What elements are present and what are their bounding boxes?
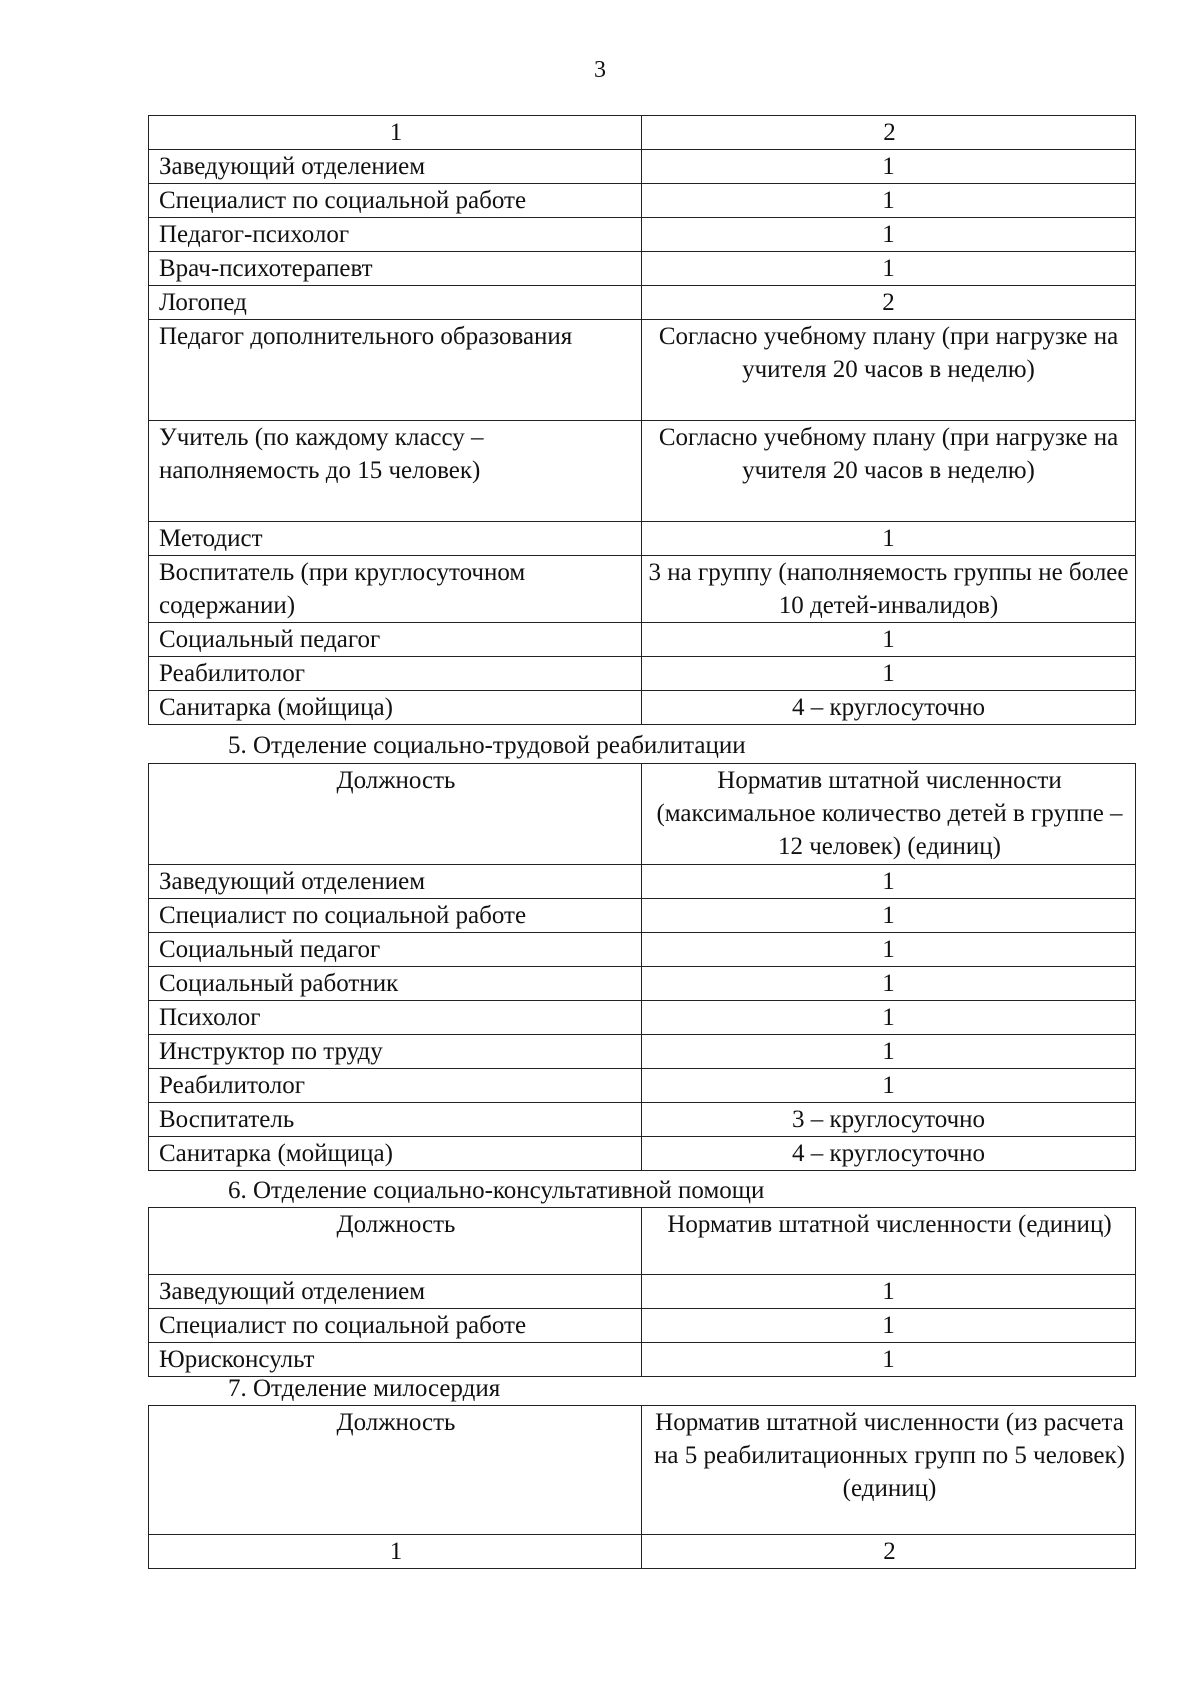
- position-cell: Юрисконсульт: [149, 1343, 642, 1377]
- position-cell: Заведующий отделением: [149, 1275, 642, 1309]
- header-norm: Норматив штатной численности (из расчета на 5 реабилитационных групп по 5 человек) (единиц): [642, 1406, 1136, 1535]
- page-number: 3: [594, 57, 606, 83]
- norm-cell: 2: [642, 286, 1136, 320]
- table-row: [149, 1035, 1136, 1069]
- position-cell: Инструктор по труду: [149, 1035, 642, 1069]
- table-row: [149, 967, 1136, 1001]
- table-row: [149, 623, 1136, 657]
- position-cell: Заведующий отделением: [149, 865, 642, 899]
- table-row: [149, 691, 1136, 725]
- position-cell: Воспитатель: [149, 1103, 642, 1137]
- position-cell: Социальный работник: [149, 967, 642, 1001]
- table-row: [149, 1103, 1136, 1137]
- column-numbering-row: [149, 1535, 1136, 1569]
- section-title-5: 5. Отделение социально-трудовой реабилитации: [228, 732, 746, 759]
- position-cell: Заведующий отделением: [149, 150, 642, 184]
- position-cell: Методист: [149, 522, 642, 556]
- table-row: [149, 1001, 1136, 1035]
- norm-cell: 4 – круглосуточно: [642, 1137, 1136, 1171]
- norm-cell: 3 на группу (наполняемость группы не более 10 детей-инвалидов): [642, 556, 1136, 623]
- norm-cell: 1: [642, 150, 1136, 184]
- position-cell: Реабилитолог: [149, 657, 642, 691]
- norm-cell: 1: [642, 657, 1136, 691]
- staff-table-continued: [148, 115, 1136, 725]
- table-row: [149, 522, 1136, 556]
- header-norm: Норматив штатной численности (единиц): [642, 1208, 1136, 1275]
- norm-cell: 4 – круглосуточно: [642, 691, 1136, 725]
- table-row: [149, 1069, 1136, 1103]
- position-cell: Специалист по социальной работе: [149, 184, 642, 218]
- position-cell: Логопед: [149, 286, 642, 320]
- header-position: Должность: [149, 1208, 642, 1275]
- column-number: 2: [642, 116, 1136, 150]
- position-cell: Педагог-психолог: [149, 218, 642, 252]
- header-row: [149, 1406, 1136, 1535]
- table-row: [149, 421, 1136, 522]
- position-cell: Педагог дополнительного образования: [149, 320, 642, 421]
- column-number: 1: [149, 1535, 642, 1569]
- norm-cell: 1: [642, 1001, 1136, 1035]
- table-row: [149, 1343, 1136, 1377]
- table-row: [149, 286, 1136, 320]
- norm-cell: 1: [642, 865, 1136, 899]
- table-row: [149, 657, 1136, 691]
- header-row: [149, 764, 1136, 865]
- norm-cell: 1: [642, 522, 1136, 556]
- norm-cell: 1: [642, 218, 1136, 252]
- column-numbering-row: [149, 116, 1136, 150]
- header-row: [149, 1208, 1136, 1275]
- norm-cell: 1: [642, 933, 1136, 967]
- norm-cell: 3 – круглосуточно: [642, 1103, 1136, 1137]
- staff-table-section-5: [148, 763, 1136, 1171]
- norm-cell: 1: [642, 184, 1136, 218]
- position-cell: Врач-психотерапевт: [149, 252, 642, 286]
- table-row: [149, 1137, 1136, 1171]
- table-row: [149, 865, 1136, 899]
- position-cell: Учитель (по каждому классу – наполняемость до 15 человек): [149, 421, 642, 522]
- position-cell: Психолог: [149, 1001, 642, 1035]
- norm-cell: 1: [642, 1035, 1136, 1069]
- position-cell: Специалист по социальной работе: [149, 899, 642, 933]
- header-position: Должность: [149, 1406, 642, 1535]
- table-row: [149, 556, 1136, 623]
- table-row: [149, 252, 1136, 286]
- table-row: [149, 150, 1136, 184]
- norm-cell: 1: [642, 967, 1136, 1001]
- table-row: [149, 218, 1136, 252]
- norm-cell: 1: [642, 1343, 1136, 1377]
- norm-cell: 1: [642, 623, 1136, 657]
- position-cell: Специалист по социальной работе: [149, 1309, 642, 1343]
- norm-cell: 1: [642, 899, 1136, 933]
- table-row: [149, 1309, 1136, 1343]
- position-cell: Социальный педагог: [149, 933, 642, 967]
- norm-cell: 1: [642, 1275, 1136, 1309]
- norm-cell: 1: [642, 1309, 1136, 1343]
- column-number: 1: [149, 116, 642, 150]
- staff-table-section-6: [148, 1207, 1136, 1377]
- table-row: [149, 184, 1136, 218]
- header-position: Должность: [149, 764, 642, 865]
- position-cell: Воспитатель (при круглосуточном содержании): [149, 556, 642, 623]
- table-row: [149, 1275, 1136, 1309]
- norm-cell: 1: [642, 252, 1136, 286]
- norm-cell: 1: [642, 1069, 1136, 1103]
- position-cell: Санитарка (мойщица): [149, 691, 642, 725]
- staff-table-section-7: [148, 1405, 1136, 1569]
- column-number: 2: [642, 1535, 1136, 1569]
- table-row: [149, 899, 1136, 933]
- section-title-6: 6. Отделение социально-консультативной помощи: [228, 1177, 765, 1204]
- section-title-7: 7. Отделение милосердия: [228, 1375, 501, 1402]
- norm-cell: Согласно учебному плану (при нагрузке на учителя 20 часов в неделю): [642, 320, 1136, 421]
- position-cell: Социальный педагог: [149, 623, 642, 657]
- header-norm: Норматив штатной численности (максимальное количество детей в группе – 12 человек) (единиц): [642, 764, 1136, 865]
- table-row: [149, 933, 1136, 967]
- position-cell: Санитарка (мойщица): [149, 1137, 642, 1171]
- table-row: [149, 320, 1136, 421]
- norm-cell: Согласно учебному плану (при нагрузке на учителя 20 часов в неделю): [642, 421, 1136, 522]
- position-cell: Реабилитолог: [149, 1069, 642, 1103]
